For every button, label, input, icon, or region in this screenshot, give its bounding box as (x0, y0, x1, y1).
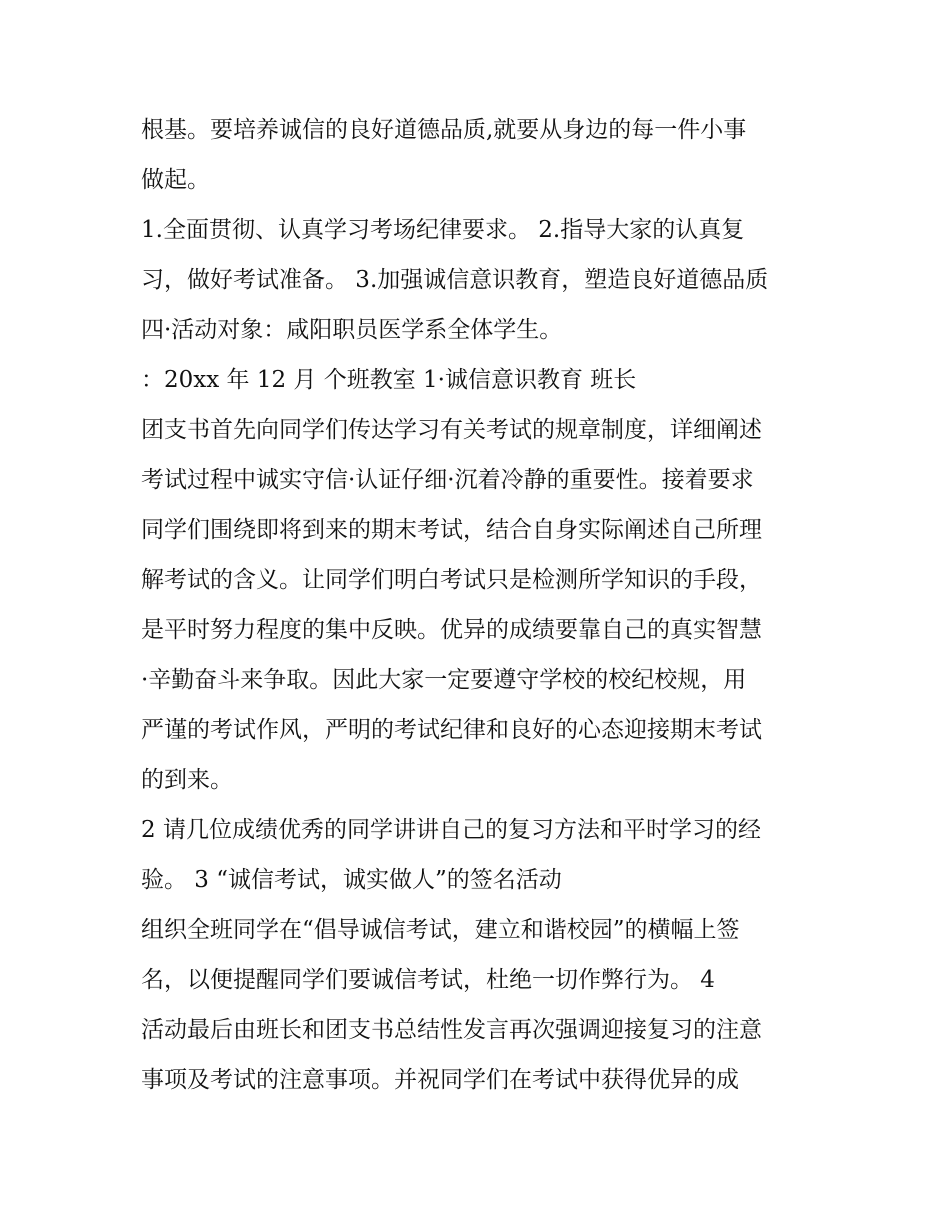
text-line: 活动最后由班长和团支书总结性发言再次强调迎接复习的注意 (141, 1017, 762, 1043)
text-line: 名，以便提醒同学们要诚信考试，杜绝一切作弊行为。 4 (141, 967, 715, 993)
text-line: 严谨的考试作风，严明的考试纪律和良好的心态迎接期末考试 (141, 717, 762, 743)
text-line: 组织全班同学在“倡导诚信考试，建立和谐校园”的横幅上签 (141, 917, 740, 943)
text-line: 的到来。 (141, 767, 233, 793)
text-line: 团支书首先向同学们传达学习有关考试的规章制度，详细阐述 (141, 417, 762, 443)
text-line: 解考试的含义。让同学们明白考试只是检测所学知识的手段， (141, 567, 762, 593)
text-line: 根基。要培养诚信的良好道德品质,就要从身边的每一件小事 (141, 117, 747, 143)
text-line: 是平时努力程度的集中反映。优异的成绩要靠自己的真实智慧 (141, 617, 762, 643)
text-line: 2 请几位成绩优秀的同学讲讲自己的复习方法和平时学习的经 (141, 817, 761, 843)
text-line: ·辛勤奋斗来争取。因此大家一定要遵守学校的校纪校规，用 (141, 667, 747, 693)
text-line: ：20xx 年 12 月 个班教室 1·诚信意识教育 班长 (141, 367, 637, 393)
text-line: 1.全面贯彻、认真学习考场纪律要求。 2.指导大家的认真复 (141, 217, 745, 243)
text-line: 四·活动对象：咸阳职员医学系全体学生。 (141, 317, 563, 343)
text-line: 同学们围绕即将到来的期末考试，结合自身实际阐述自己所理 (141, 517, 762, 543)
text-line: 做起。 (141, 167, 210, 193)
text-line: 习，做好考试准备。 3.加强诚信意识教育，塑造良好道德品质 (141, 267, 769, 293)
text-line: 事项及考试的注意事项。并祝同学们在考试中获得优异的成 (141, 1067, 739, 1093)
text-line: 考试过程中诚实守信·认证仔细·沉着冷静的重要性。接着要求 (141, 467, 754, 493)
text-line: 验。 3 “诚信考试，诚实做人”的签名活动 (141, 867, 562, 893)
